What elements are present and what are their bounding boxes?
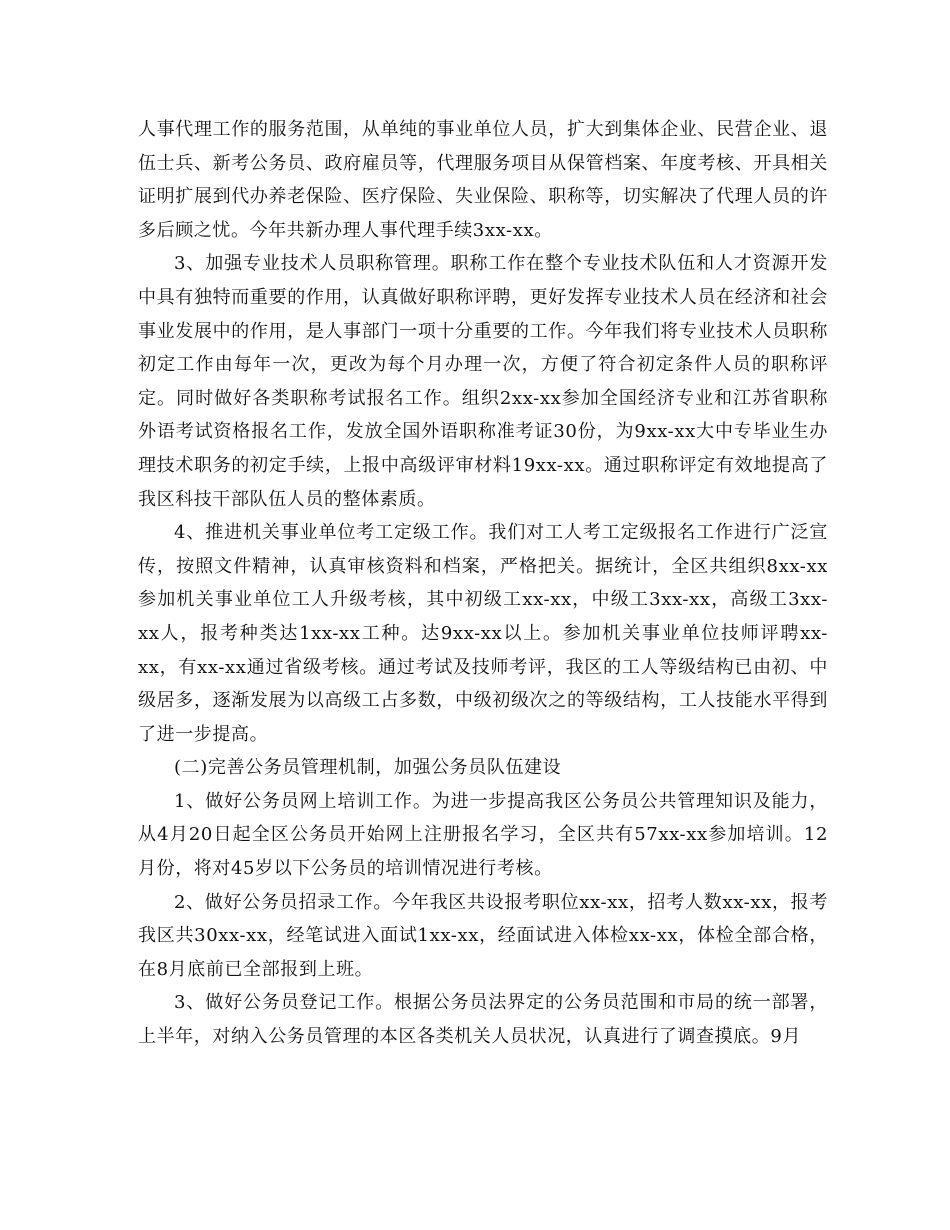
paragraph-worker-grading: 4、推进机关事业单位考工定级工作。我们对工人考工定级报名工作进行广泛宣传，按照文件精神，认真审核资料和档案，严格把关。据统计，全区共组织8xx-xx参加机关事业单位工人升级考核，其中初级工xx-xx，中级工3xx-xx，高级工3xx-xx人，报考种类达1xx-xx工种。达9xx-xx以上。参加机关事业单位技师评聘xx-xx，有xx-xx通过省级考核。通过考试及技师考评，我区的工人等级结构已由初、中级居多，逐渐发展为以高级工占多数，中级初级次之的等级结构，工人技能水平得到了进一步提高。 — [138, 522, 828, 745]
document-page — [138, 113, 828, 1054]
paragraph-registration: 3、做好公务员登记工作。根据公务员法界定的公务员范围和市局的统一部署，上半年，对纳入公务员管理的本区各类机关人员状况，认真进行了调查摸底。9月 — [138, 992, 828, 1048]
paragraph-recruitment: 2、做好公务员招录工作。今年我区共设报考职位xx-xx，招考人数xx-xx，报考我区共30xx-xx，经笔试进入面试1xx-xx，经面试进入体检xx-xx，体检全部合格，在8月底前已全部报到上班。 — [138, 891, 828, 980]
paragraph-title-management: 3、加强专业技术人员职称管理。职称工作在整个专业技术队伍和人才资源开发中具有独特而重要的作用，认真做好职称评聘，更好发挥专业技术人员在经济和社会事业发展中的作用，是人事部门一项十分重要的工作。今年我们将专业技术人员职称初定工作由每年一次，更改为每个月办理一次，方便了符合初定条件人员的职称评定。同时做好各类职称考试报名工作。组织2xx-xx参加全国经济专业和江苏省职称外语考试资格报名工作，发放全国外语职称准考证30份，为9xx-xx大中专毕业生办理技术职务的初定手续，上报中高级评审材料19xx-xx。通过职称评定有效地提高了我区科技干部队伍人员的整体素质。 — [138, 253, 828, 510]
paragraph-online-training: 1、做好公务员网上培训工作。为进一步提高我区公务员公共管理知识及能力，从4月20日起全区公务员开始网上注册报名学习，全区共有57xx-xx参加培训。12月份，将对45岁以下公务员的培训情况进行考核。 — [138, 790, 828, 880]
section-heading-civil-servant: (二)完善公务员管理机制，加强公务员队伍建设 — [174, 757, 562, 779]
paragraph-personnel-agency: 人事代理工作的服务范围，从单纯的事业单位人员，扩大到集体企业、民营企业、退伍士兵、新考公务员、政府雇员等，代理服务项目从保管档案、年度考核、开具相关证明扩展到代办养老保险、医疗保险、失业保险、职称等，切实解决了代理人员的许多后顾之忧。今年共新办理人事代理手续3xx-xx。 — [138, 119, 828, 241]
